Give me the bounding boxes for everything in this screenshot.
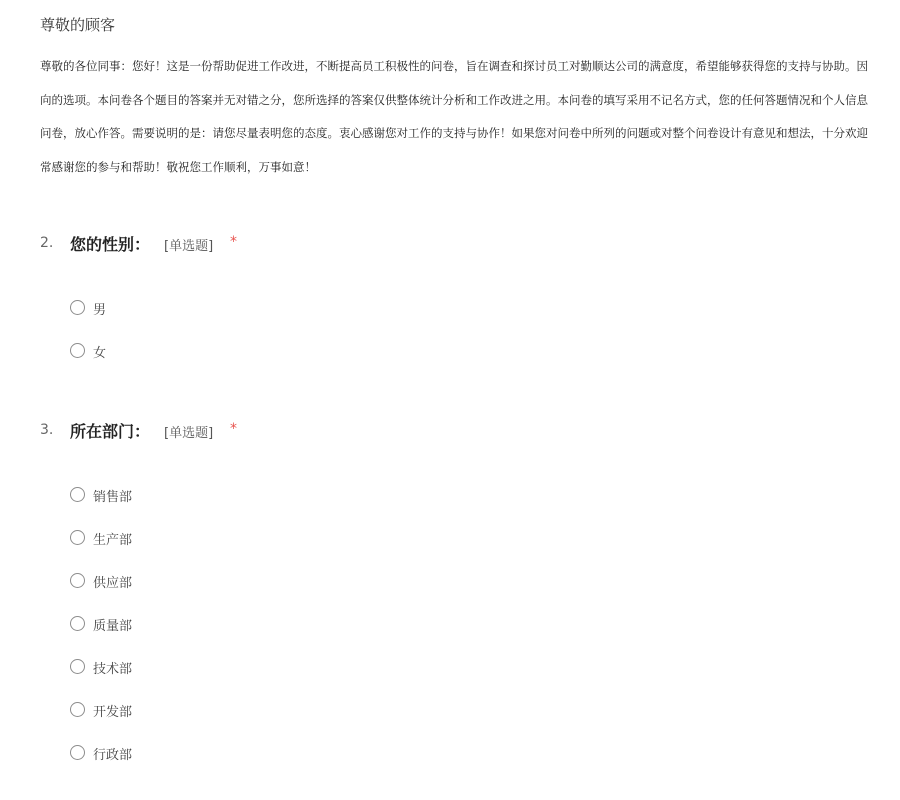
question-number: 3. xyxy=(40,422,54,438)
intro-line: 常感谢您的参与和帮助！敬祝您工作顺利，万事如意！ xyxy=(40,159,316,174)
radio-button[interactable] xyxy=(70,300,85,315)
intro-line: 问卷，放心作答。需要说明的是：请您尽量表明您的态度。衷心感谢您对工作的支持与协作！如果您对问卷中所列的问题或对整个问卷设计有意见和想法，十分欢迎 xyxy=(40,126,868,140)
radio-button[interactable] xyxy=(70,745,85,760)
radio-button[interactable] xyxy=(70,702,85,717)
radio-button[interactable] xyxy=(70,659,85,674)
option-label: 男 xyxy=(93,303,107,318)
question-gender xyxy=(40,232,860,361)
question-type-label: [单选题] xyxy=(164,426,214,441)
option-label: 技术部 xyxy=(93,662,133,677)
required-mark: * xyxy=(230,234,237,250)
intro-line: 向的选项。本问卷各个题目的答案并无对错之分，您所选择的答案仅供整体统计分析和工作改进之用。本问卷的填写采用不记名方式，您的任何答题情况和个人信息 xyxy=(40,92,868,107)
intro-paragraph xyxy=(40,54,900,188)
radio-button[interactable] xyxy=(70,343,85,358)
option-label: 行政部 xyxy=(93,748,133,763)
question-number: 2. xyxy=(40,235,54,251)
radio-button[interactable] xyxy=(70,487,85,502)
question-header xyxy=(40,232,860,262)
option-label: 开发部 xyxy=(93,705,133,720)
question-title: 所在部门： xyxy=(70,422,151,441)
option-label: 生产部 xyxy=(93,533,133,548)
option-label: 供应部 xyxy=(93,576,133,591)
option-label: 销售部 xyxy=(93,490,133,505)
radio-button[interactable] xyxy=(70,573,85,588)
option-label: 质量部 xyxy=(93,619,133,634)
question-title: 您的性别： xyxy=(70,235,151,254)
question-department xyxy=(40,419,860,763)
radio-button[interactable] xyxy=(70,616,85,631)
option-label: 女 xyxy=(93,346,107,361)
question-type-label: [单选题] xyxy=(164,239,214,254)
required-mark: * xyxy=(230,421,237,437)
greeting-title: 尊敬的顾客 xyxy=(40,16,116,34)
intro-line: 尊敬的各位同事：您好！这是一份帮助促进工作改进，不断提高员工积极性的问卷，旨在调查和探讨员工对勤顺达公司的满意度，希望能够获得您的支持与协助。因 xyxy=(40,59,868,73)
question-header xyxy=(40,419,860,449)
radio-button[interactable] xyxy=(70,530,85,545)
